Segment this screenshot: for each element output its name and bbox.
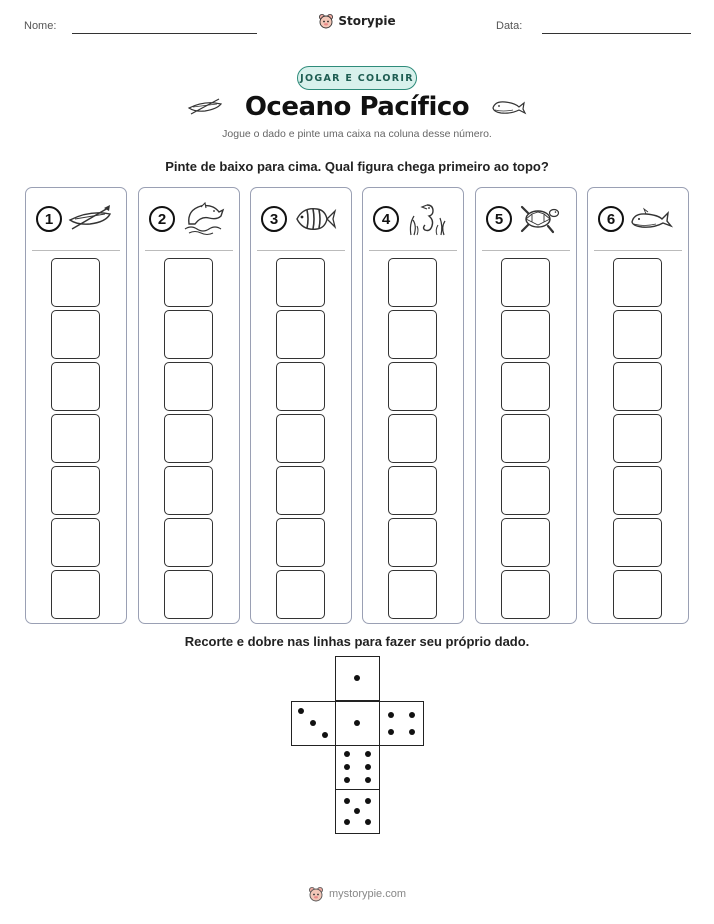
whale-icon [491,96,527,118]
die-face-5 [335,789,380,834]
title-row [0,92,714,122]
color-box[interactable] [51,466,100,515]
die-pip [409,712,415,718]
die-pip [365,819,371,825]
color-box[interactable] [613,258,662,307]
color-box[interactable] [501,258,550,307]
kayak-icon [187,96,223,118]
color-box[interactable] [276,570,325,619]
die-pip [344,777,350,783]
die-pip [310,720,316,726]
storypie-logo-icon [318,13,334,29]
column-4 [362,187,464,624]
seahorse-icon [405,202,449,236]
die-pip [354,720,360,726]
die-face-1-center [335,701,380,746]
color-box[interactable] [388,258,437,307]
kayak-icon [68,202,112,236]
storypie-logo-icon [308,886,324,902]
column-number: 6 [598,206,624,232]
die-pip [344,819,350,825]
die-pip [365,777,371,783]
color-box[interactable] [164,414,213,463]
brand-name: Storypie [338,14,396,28]
die-face-6 [335,745,380,790]
date-line[interactable] [542,33,691,34]
color-box[interactable] [276,362,325,411]
color-box[interactable] [276,518,325,567]
date-label: Data: [496,20,523,32]
color-box[interactable] [276,466,325,515]
color-box[interactable] [51,258,100,307]
color-box[interactable] [276,258,325,307]
color-box[interactable] [388,362,437,411]
die-pip [344,798,350,804]
turtle-icon [518,202,562,236]
die-pip [344,764,350,770]
column-number: 4 [373,206,399,232]
die-pip [365,798,371,804]
color-box[interactable] [388,414,437,463]
column-number: 1 [36,206,62,232]
color-box[interactable] [613,362,662,411]
color-box[interactable] [501,310,550,359]
color-box[interactable] [164,518,213,567]
color-box[interactable] [501,466,550,515]
page-title: Oceano Pacífico [244,92,470,122]
color-box[interactable] [51,310,100,359]
footer [0,886,714,902]
category-badge: JOGAR E COLORIR [297,66,417,90]
die-pip [365,764,371,770]
column-5 [475,187,577,624]
color-box[interactable] [276,414,325,463]
color-box[interactable] [51,518,100,567]
die-face-1 [335,656,380,701]
footer-url[interactable]: mystorypie.com [328,888,407,900]
subtitle: Jogue o dado e pinte uma caixa na coluna desse número. [222,128,492,140]
color-box[interactable] [276,310,325,359]
color-box[interactable] [164,362,213,411]
color-box[interactable] [164,310,213,359]
color-box[interactable] [51,362,100,411]
cut-instruction: Recorte e dobre nas linhas para fazer seu próprio dado. [184,634,530,649]
die-pip [388,712,394,718]
color-box[interactable] [501,362,550,411]
color-box[interactable] [613,570,662,619]
column-number: 2 [149,206,175,232]
brand-logo [0,13,714,29]
color-box[interactable] [501,570,550,619]
color-box[interactable] [51,570,100,619]
die-pip [298,708,304,714]
fish-icon [293,202,337,236]
name-line[interactable] [72,33,257,34]
column-number: 3 [261,206,287,232]
die-pip [344,751,350,757]
column-number: 5 [486,206,512,232]
die-face-4 [379,701,424,746]
die-pip [365,751,371,757]
color-box[interactable] [388,570,437,619]
color-box[interactable] [613,518,662,567]
die-face-3 [291,701,336,746]
column-6 [587,187,689,624]
die-pip [354,675,360,681]
color-box[interactable] [388,518,437,567]
die-pip [388,729,394,735]
color-box[interactable] [613,414,662,463]
color-box[interactable] [501,518,550,567]
column-1 [25,187,127,624]
column-3 [250,187,352,624]
die-pip [409,729,415,735]
color-box[interactable] [501,414,550,463]
color-box[interactable] [164,466,213,515]
dolphin-icon [181,202,225,236]
die-pip [354,808,360,814]
name-label: Nome: [24,20,57,32]
game-instruction: Pinte de baixo para cima. Qual figura chega primeiro ao topo? [165,159,549,174]
color-box[interactable] [51,414,100,463]
whale-icon [630,202,674,236]
color-box[interactable] [388,310,437,359]
column-2 [138,187,240,624]
color-box[interactable] [388,466,437,515]
color-box[interactable] [164,258,213,307]
color-box[interactable] [164,570,213,619]
color-box[interactable] [613,310,662,359]
color-box[interactable] [613,466,662,515]
die-pip [322,732,328,738]
